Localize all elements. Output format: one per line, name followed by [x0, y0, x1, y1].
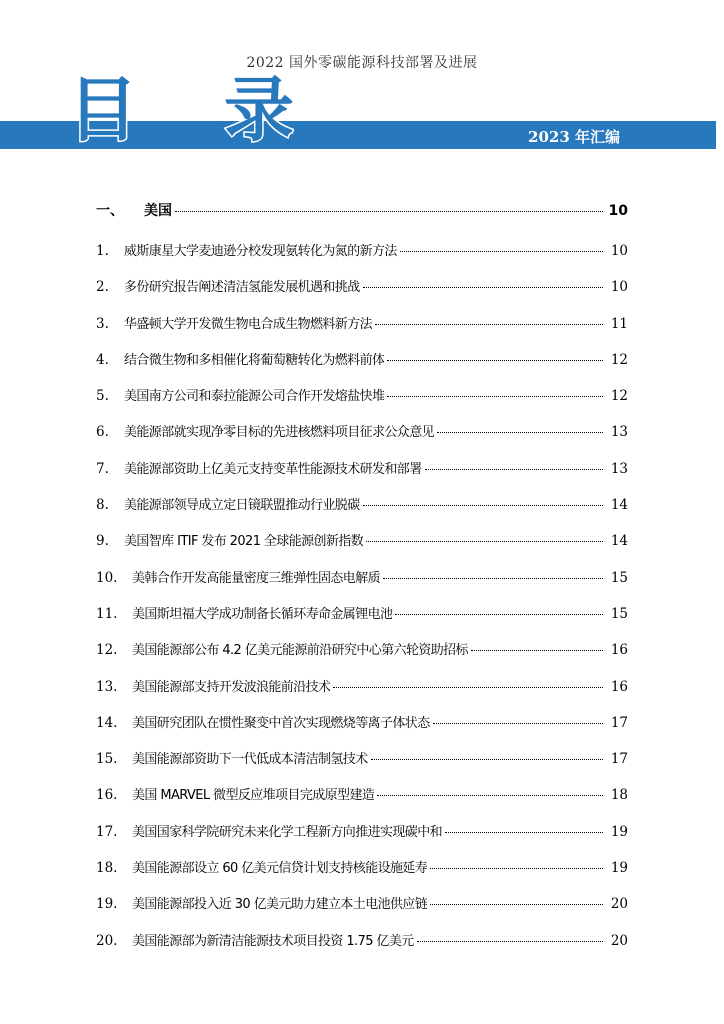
toc-item[interactable] [96, 748, 628, 784]
toc-item[interactable] [96, 494, 628, 530]
toc-item[interactable] [96, 712, 628, 748]
toc-item-title: 美国国家科学院研究未来化学工程新方向推进实现碳中和 [132, 824, 443, 840]
toc-item-number: 1. [96, 243, 109, 259]
toc-item-number: 10. [96, 569, 118, 586]
toc-item[interactable] [96, 784, 628, 820]
toc-item[interactable] [96, 676, 628, 712]
toc-item-title: 美国能源部支持开发波浪能前沿技术 [132, 679, 331, 695]
toc-item-title: 美国能源部设立 60 亿美元信贷计划支持核能设施延寿 [132, 861, 428, 877]
toc-item-page: 19 [610, 823, 628, 840]
toc-item[interactable] [96, 893, 628, 929]
toc-leader [377, 795, 603, 796]
toc-leader [333, 687, 603, 688]
toc-leader [387, 396, 603, 397]
toc-item-title: 美国研究团队在惯性聚变中首次实现燃烧等离子体状态 [132, 715, 430, 731]
toc-leader [366, 541, 603, 542]
toc-item-number: 14. [96, 714, 118, 731]
edition-label: 2023 年汇编 [528, 128, 620, 146]
toc-leader [371, 759, 603, 760]
toc-item-title: 美能源部领导成立定日镜联盟推动行业脱碳 [124, 498, 360, 514]
toc-item[interactable] [96, 530, 628, 566]
toc-item[interactable] [96, 930, 628, 966]
toc-item-title: 华盛顿大学开发微生物电合成生物燃料新方法 [124, 316, 373, 332]
toc-item-title: 美能源部资助上亿美元支持变革性能源技术研发和部署 [124, 461, 422, 477]
toc-item[interactable] [96, 385, 628, 421]
toc-item-number: 6. [96, 424, 109, 441]
toc-leader [175, 211, 603, 212]
toc-item-title: 美国智库 ITIF 发布 2021 全球能源创新指数 [124, 534, 364, 550]
toc-item-number: 20. [96, 932, 118, 949]
toc-leader [445, 832, 603, 833]
toc-item-page: 13 [610, 424, 628, 441]
toc-item-number: 5. [96, 388, 109, 405]
title-char-1: 目 [68, 69, 138, 151]
toc-item-number: 12. [96, 642, 118, 659]
toc-item-title: 美国斯坦福大学成功制备长循环寿命金属锂电池 [132, 606, 393, 622]
toc-item-page: 13 [610, 460, 628, 477]
toc-item-page: 20 [610, 896, 628, 913]
table-of-contents [96, 200, 628, 966]
toc-item-page: 11 [610, 315, 628, 332]
toc-section-number: 一、 [96, 203, 124, 219]
toc-item-number: 17. [96, 823, 118, 840]
toc-item-number: 2. [96, 279, 109, 296]
toc-item-page: 19 [610, 860, 628, 877]
toc-item-title: 美国能源部资助下一代低成本清洁制氢技术 [132, 752, 368, 768]
toc-item[interactable] [96, 313, 628, 349]
toc-item-title: 威斯康星大学麦迪逊分校发现氨转化为氮的新方法 [124, 244, 397, 259]
toc-section-row[interactable] [96, 200, 628, 240]
toc-item-number: 8. [96, 497, 109, 514]
toc-item-number: 7. [96, 460, 109, 477]
toc-item-page: 15 [610, 605, 628, 622]
toc-item[interactable] [96, 276, 628, 312]
toc-item-page: 15 [610, 569, 628, 586]
toc-leader [437, 432, 603, 433]
toc-leader [430, 904, 603, 905]
toc-item-number: 13. [96, 678, 118, 695]
toc-item[interactable] [96, 857, 628, 893]
toc-item-number: 19. [96, 896, 118, 913]
toc-item-page: 14 [610, 497, 628, 514]
toc-item-page: 10 [610, 279, 628, 296]
toc-item-title: 结合微生物和多相催化将葡萄糖转化为燃料前体 [124, 352, 385, 368]
running-header: 2022 国外零碳能源科技部署及进展 [246, 55, 478, 71]
toc-item-page: 17 [610, 714, 628, 731]
toc-item-page: 14 [610, 533, 628, 550]
toc-item[interactable] [96, 421, 628, 457]
toc-item-title: 美韩合作开发高能量密度三维弹性固态电解质 [132, 570, 381, 586]
toc-leader [471, 650, 603, 651]
toc-item-title: 美国能源部为新清洁能源技术项目投资 1.75 亿美元 [132, 933, 414, 949]
title-char-2: 录 [224, 69, 294, 151]
toc-leader [400, 251, 603, 252]
toc-leader [383, 578, 603, 579]
toc-section-title: 美国 [144, 203, 172, 219]
toc-item-page: 12 [610, 388, 628, 405]
toc-leader [387, 360, 603, 361]
toc-leader [425, 469, 603, 470]
toc-item-number: 11. [96, 605, 118, 622]
toc-item-page: 12 [610, 351, 628, 368]
toc-item-page: 17 [610, 751, 628, 768]
toc-item-page: 20 [610, 932, 628, 949]
toc-item[interactable] [96, 240, 628, 276]
toc-item-page: 16 [610, 678, 628, 695]
toc-item-number: 4. [96, 351, 109, 368]
toc-leader [430, 868, 603, 869]
toc-leader [363, 287, 603, 288]
toc-item-number: 15. [96, 751, 118, 768]
page-title [68, 70, 294, 150]
toc-item-number: 9. [96, 533, 109, 550]
toc-item[interactable] [96, 567, 628, 603]
toc-item-title: 美国能源部公布 4.2 亿美元能源前沿研究中心第六轮资助招标 [132, 643, 468, 659]
toc-item-title: 多份研究报告阐述清洁氢能发展机遇和挑战 [124, 280, 360, 296]
toc-section-page: 10 [608, 203, 628, 219]
toc-item[interactable] [96, 349, 628, 385]
toc-leader [375, 324, 603, 325]
toc-item-title: 美能源部就实现净零目标的先进核燃料项目征求公众意见 [124, 425, 435, 441]
toc-item-number: 3. [96, 315, 109, 332]
toc-item[interactable] [96, 603, 628, 639]
toc-leader [433, 723, 603, 724]
toc-item[interactable] [96, 458, 628, 494]
toc-item-page: 18 [610, 787, 628, 804]
toc-item[interactable] [96, 639, 628, 675]
toc-item[interactable] [96, 821, 628, 857]
toc-item-page: 16 [610, 642, 628, 659]
toc-item-number: 18. [96, 860, 118, 877]
toc-item-title: 美国南方公司和泰拉能源公司合作开发熔盐快堆 [124, 389, 385, 405]
toc-leader [363, 505, 603, 506]
toc-item-number: 16. [96, 787, 118, 804]
toc-leader [417, 941, 603, 942]
toc-item-title: 美国能源部投入近 30 亿美元助力建立本土电池供应链 [132, 897, 428, 913]
toc-item-title: 美国 MARVEL 微型反应堆项目完成原型建造 [132, 788, 375, 804]
toc-leader [395, 614, 603, 615]
toc-item-page: 10 [610, 243, 628, 259]
